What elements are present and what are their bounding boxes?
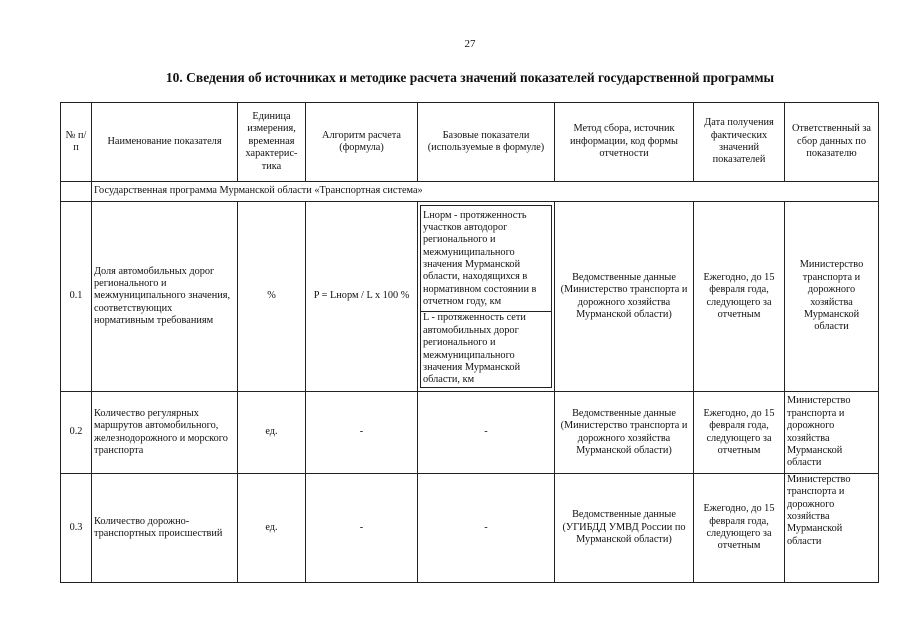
row-num: 0.1 xyxy=(61,202,92,392)
row-num: 0.3 xyxy=(61,474,92,583)
table-row xyxy=(61,392,879,474)
row-responsible: Министерство транспорта и дорожного хозяйства Мурманской области xyxy=(785,202,879,392)
row-method: Ведомственные данные (Министерство транспорта и дорожного хозяйства Мурманской области) xyxy=(555,392,694,474)
row-name: Доля автомобильных дорог регионального и межмуниципального значения, соответствующих нормативным требованиям xyxy=(92,202,238,392)
row-date: Ежегодно, до 15 февраля года, следующего за отчетным xyxy=(694,202,785,392)
header-unit: Единица измерения, временная характерис-тика xyxy=(238,103,306,182)
row-responsible: Министерство транспорта и дорожного хозяйства Мурманской области xyxy=(785,392,879,474)
page-number: 27 xyxy=(464,38,476,50)
document-title: 10. Сведения об источниках и методике расчета значений показателей государственной программы xyxy=(165,70,775,85)
table-row xyxy=(61,202,879,392)
row-base: - xyxy=(418,392,555,474)
row-date: Ежегодно, до 15 февраля года, следующего за отчетным xyxy=(694,474,785,583)
row-date: Ежегодно, до 15 февраля года, следующего за отчетным xyxy=(694,392,785,474)
header-row xyxy=(61,103,879,182)
row-method: Ведомственные данные (УГИБДД УМВД России по Мурманской области) xyxy=(555,474,694,583)
row-unit: % xyxy=(238,202,306,392)
indicators-table xyxy=(60,102,879,583)
header-method: Метод сбора, источник информации, код формы отчетности xyxy=(555,103,694,182)
row-method: Ведомственные данные (Министерство транспорта и дорожного хозяйства Мурманской области) xyxy=(555,202,694,392)
row-name: Количество регулярных маршрутов автомобильного, железнодорожного и морского транспорта xyxy=(92,392,238,474)
header-date: Дата получения фактических значений показателей xyxy=(694,103,785,182)
row-responsible: Министерство транспорта и дорожного хозяйства Мурманской области xyxy=(785,474,879,583)
header-algorithm: Алгоритм расчета (формула) xyxy=(306,103,418,182)
row-unit: ед. xyxy=(238,474,306,583)
row-algorithm: P = Lнорм / L x 100 % xyxy=(306,202,418,392)
table-row xyxy=(61,474,879,583)
base-indicator-l: L - протяженность сети автомобильных дорог регионального и межмуниципального значения Мурманской области, км xyxy=(421,312,552,387)
row-unit: ед. xyxy=(238,392,306,474)
section-label: Государственная программа Мурманской области «Транспортная система» xyxy=(92,182,879,202)
base-indicators xyxy=(420,205,552,387)
row-name: Количество дорожно-транспортных происшествий xyxy=(92,474,238,583)
row-base xyxy=(418,202,555,392)
row-base: - xyxy=(418,474,555,583)
header-num: № п/п xyxy=(61,103,92,182)
base-indicator-lnorm: Lнорм - протяженность участков автодорог регионального и межмуниципального значения Мурманской области, находящихся в нормативном состоянии в отчетном году, км xyxy=(421,206,552,312)
row-algorithm: - xyxy=(306,392,418,474)
row-algorithm: - xyxy=(306,474,418,583)
section-row xyxy=(61,182,879,202)
row-num: 0.2 xyxy=(61,392,92,474)
header-responsible: Ответственный за сбор данных по показателю xyxy=(785,103,879,182)
header-base: Базовые показатели (используемые в формуле) xyxy=(418,103,555,182)
header-name: Наименование показателя xyxy=(92,103,238,182)
